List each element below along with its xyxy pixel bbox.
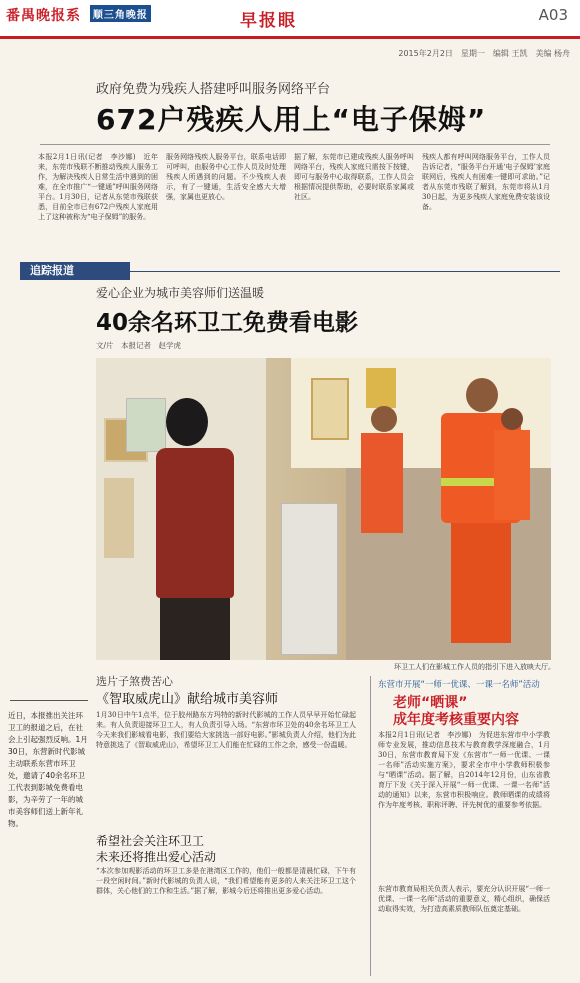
story1-col1: 本报2月1日讯(记者 李沙娜) 近年来，东莞市残联不断推动残疾人服务工作，为解决残疾人日常生活中遇到的困难，在全市推广“一键通”呼叫服务网络平台。1月30日，记者从东莞市残联获悉，目前全市已有672户残疾人家庭用上了这种被称为“电子保姆”的服务。 (38, 153, 158, 221)
sub-body: 1月30日中午1点半，位于胶州路东方玛特的新时代影城的工作人员早早开始忙碌起来。有人负责迎接环卫工人，有人负责引导入场。“东营市环卫处的40余名环卫工人今天来我们影城看电影，我们要给大家挑选一部好电影。”影城负责人介绍，他们为此特意挑选了《智取威虎山》，希望环卫工人们能在忙碌的工作之余，感受一份温暖。 (96, 711, 356, 749)
story1-col3: 据了解，东莞市已建成残疾人服务呼叫网络平台，残疾人家庭只需按下按键，即可与服务中心取得联系，工作人员会根据情况提供帮助，必要时联系家属或社区。 (294, 153, 414, 201)
story1-kicker: 政府免费为残疾人搭建呼叫服务网络平台 (96, 82, 331, 97)
sub-kicker: 选片子煞费苦心 (96, 675, 173, 688)
story1-col2: 服务网络残疾人服务平台，联系电话即可呼叫，由服务中心工作人员及时处理残疾人所遇到的问题。不少残疾人表示，有了一键通，生活安全感大大增强，家属也更放心。 (166, 153, 286, 201)
story1-col4: 残疾人都有呼叫网络服务平台，工作人员告诉记者，“服务平台开通‘电子保姆’家庭联网后，残疾人有困难一键即可求助。”记者从东莞市残联了解到，东莞市将从1月30日起，为更多残疾人家庭免费安装该设备。 (422, 153, 550, 211)
paper-name: 番禺晚报系 (6, 8, 81, 24)
story2-kicker: 爱心企业为城市美容师们送温暖 (96, 286, 265, 300)
story3-body2: 东营市教育局相关负责人表示，要充分认识开展“一师一优课、一课一名师”活动的重要意义，精心组织，确保活动取得实效，为打造高素质教师队伍奠定基础。 (378, 885, 550, 913)
story3-headline-1: 老师“晒课” (393, 695, 468, 711)
story2-byline: 文/片 本报记者 赵学虎 (96, 341, 182, 350)
story2-headline: 40余名环卫工免费看电影 (96, 310, 359, 336)
sidebar-rule (10, 700, 88, 701)
sidebar-text: 近日，本报推出关注环卫工的报道之后，在社会上引起强烈反响。1月30日，东营新时代影城主动联系东营市环卫处，邀请了40余名环卫工代表到影城免费看电影，为辛劳了一年的城市美容师们送上新年礼物。 (8, 711, 88, 828)
dateline: 2015年2月2日 星期一 编辑 王凯 美编 杨舟 (398, 49, 570, 58)
sub-headline: 《智取威虎山》献给城市美容师 (96, 692, 279, 707)
sub-head2b: 未来还将推出爱心活动 (96, 850, 217, 864)
story1-headline: 672户残疾人用上“电子保姆” (96, 103, 487, 136)
divider (40, 144, 550, 145)
masthead (0, 0, 580, 39)
story3-body: 本报2月1日讯(记者 李沙娜) 为促进东营市中小学教师专业发展，推动信息技术与教育教学深度融合，1月30日，东营市教育局下发《东营市“一师一优课、一课一名师”活动实施方案》，要求全市中小学教师积极参与“晒课”活动。据了解，自2014年12月份，山东省教育厅下发《关于深入开展“一师一优课、一课一名师”活动的通知》以来，东营市积极响应。教师晒课的成绩将作为年度考核、职称评聘、评先树优的重要参考依据。 (378, 731, 550, 809)
tracking-label: 追踪报道 (20, 262, 130, 280)
news-photo (96, 358, 551, 660)
sub-head2a: 希望社会关注环卫工 (96, 834, 205, 848)
story3-headline-2: 成年度考核重要内容 (393, 712, 519, 728)
page-number: A03 (538, 6, 568, 24)
sub-body2: “本次参加观影活动的环卫工多是在港湾区工作的，他们一般都是清晨忙碌，下午有一段空闲时间。”新时代影城的负责人说，“我们希望能有更多的人来关注环卫工这个群体，关心他们的工作和生活。”据了解，影城今后还将推出更多爱心活动。 (96, 867, 356, 895)
story3-kicker: 东营市开展“一师一优课、一课一名师”活动 (378, 680, 540, 690)
section-title: 早报眼 (240, 11, 297, 31)
edition-tag: 顺三角晚报 (90, 5, 151, 22)
column-divider (370, 676, 371, 976)
newspaper-logo (6, 5, 151, 25)
photo-caption: 环卫工人们在影城工作人员的指引下进入放映大厅。 (394, 663, 555, 671)
